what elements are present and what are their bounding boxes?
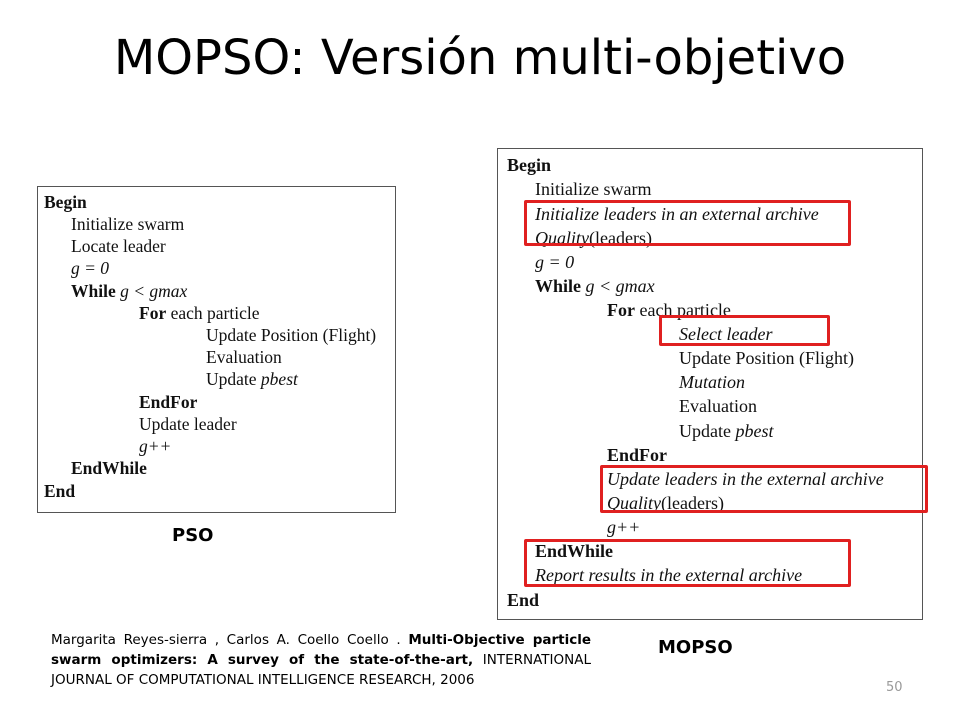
mopso-while-condition: g < gmax [585, 276, 655, 296]
pso-line-g-init: g = 0 [71, 258, 110, 278]
mopso-update-word: Update [679, 421, 731, 441]
pso-for-rest: each particle [170, 303, 260, 323]
mopso-line-endwhile: EndWhile [535, 541, 614, 561]
mopso-line-g-increment: g++ [607, 517, 641, 537]
mopso-line-initialize-leaders: Initialize leaders in an external archive [535, 204, 819, 224]
slide-title: MOPSO: Versión multi-objetivo [113, 30, 847, 86]
pso-update-word: Update [206, 369, 257, 389]
pso-line-update-position: Update Position (Flight) [206, 325, 377, 345]
mopso-line-update-position: Update Position (Flight) [679, 348, 854, 368]
mopso-line-initialize-swarm: Initialize swarm [535, 179, 652, 199]
pso-line-update-pbest [206, 369, 298, 390]
mopso-line-while [535, 276, 655, 297]
highlight-report-results [524, 539, 851, 587]
mopso-while-keyword: While [535, 276, 582, 296]
pso-caption: PSO [172, 525, 214, 546]
highlight-select-leader [659, 315, 830, 346]
mopso-line-endfor: EndFor [607, 445, 668, 465]
pso-line-initialize-swarm: Initialize swarm [71, 214, 185, 234]
highlight-init-leaders [524, 200, 851, 246]
pso-line-endfor: EndFor [139, 392, 198, 412]
mopso-line-select-leader: Select leader [679, 324, 773, 344]
reference-journal: INTERNATIONAL JOURNAL OF COMPUTATIONAL INTELLIGENCE RESEARCH, 2006 [51, 652, 591, 688]
mopso-line-begin: Begin [507, 155, 552, 175]
pso-pbest-word: pbest [260, 369, 298, 389]
mopso-quality-2-word: Quality [607, 493, 661, 513]
mopso-caption: MOPSO [658, 637, 733, 658]
mopso-quality-1-arg: (leaders) [589, 228, 652, 248]
mopso-quality-2-arg: (leaders) [661, 493, 724, 513]
pso-line-locate-leader: Locate leader [71, 236, 166, 256]
mopso-line-evaluation: Evaluation [679, 396, 757, 416]
pso-line-g-increment: g++ [139, 436, 172, 456]
pso-line-for [139, 303, 260, 324]
mopso-quality-1-word: Quality [535, 228, 589, 248]
mopso-line-end: End [507, 590, 540, 610]
highlight-update-leaders [600, 465, 928, 513]
reference-citation [51, 630, 591, 690]
pso-for-keyword: For [139, 303, 167, 323]
reference-title: Multi-Objective particle swarm optimizers: A survey of the state-of-the-art, [51, 632, 592, 668]
mopso-line-update-leaders: Update leaders in the external archive [607, 469, 884, 489]
pso-line-while [71, 281, 187, 302]
mopso-line-report-results: Report results in the external archive [535, 565, 803, 585]
pso-while-keyword: While [71, 281, 116, 301]
mopso-pbest-word: pbest [735, 421, 774, 441]
pso-pseudocode-box [37, 186, 396, 513]
pso-line-evaluation: Evaluation [206, 347, 282, 367]
pso-line-update-leader: Update leader [139, 414, 237, 434]
reference-authors: Margarita Reyes-sierra , Carlos A. Coello Coello . [51, 632, 401, 648]
mopso-for-keyword: For [607, 300, 635, 320]
mopso-line-mutation: Mutation [679, 372, 745, 392]
pso-line-end: End [44, 481, 76, 501]
pso-line-begin: Begin [44, 192, 87, 212]
pso-line-endwhile: EndWhile [71, 458, 147, 478]
mopso-line-g-init: g = 0 [535, 252, 575, 272]
mopso-for-rest: each particle [639, 300, 731, 320]
mopso-line-update-pbest [679, 421, 773, 442]
page-number: 50 [886, 680, 903, 695]
pso-while-condition: g < gmax [120, 281, 188, 301]
